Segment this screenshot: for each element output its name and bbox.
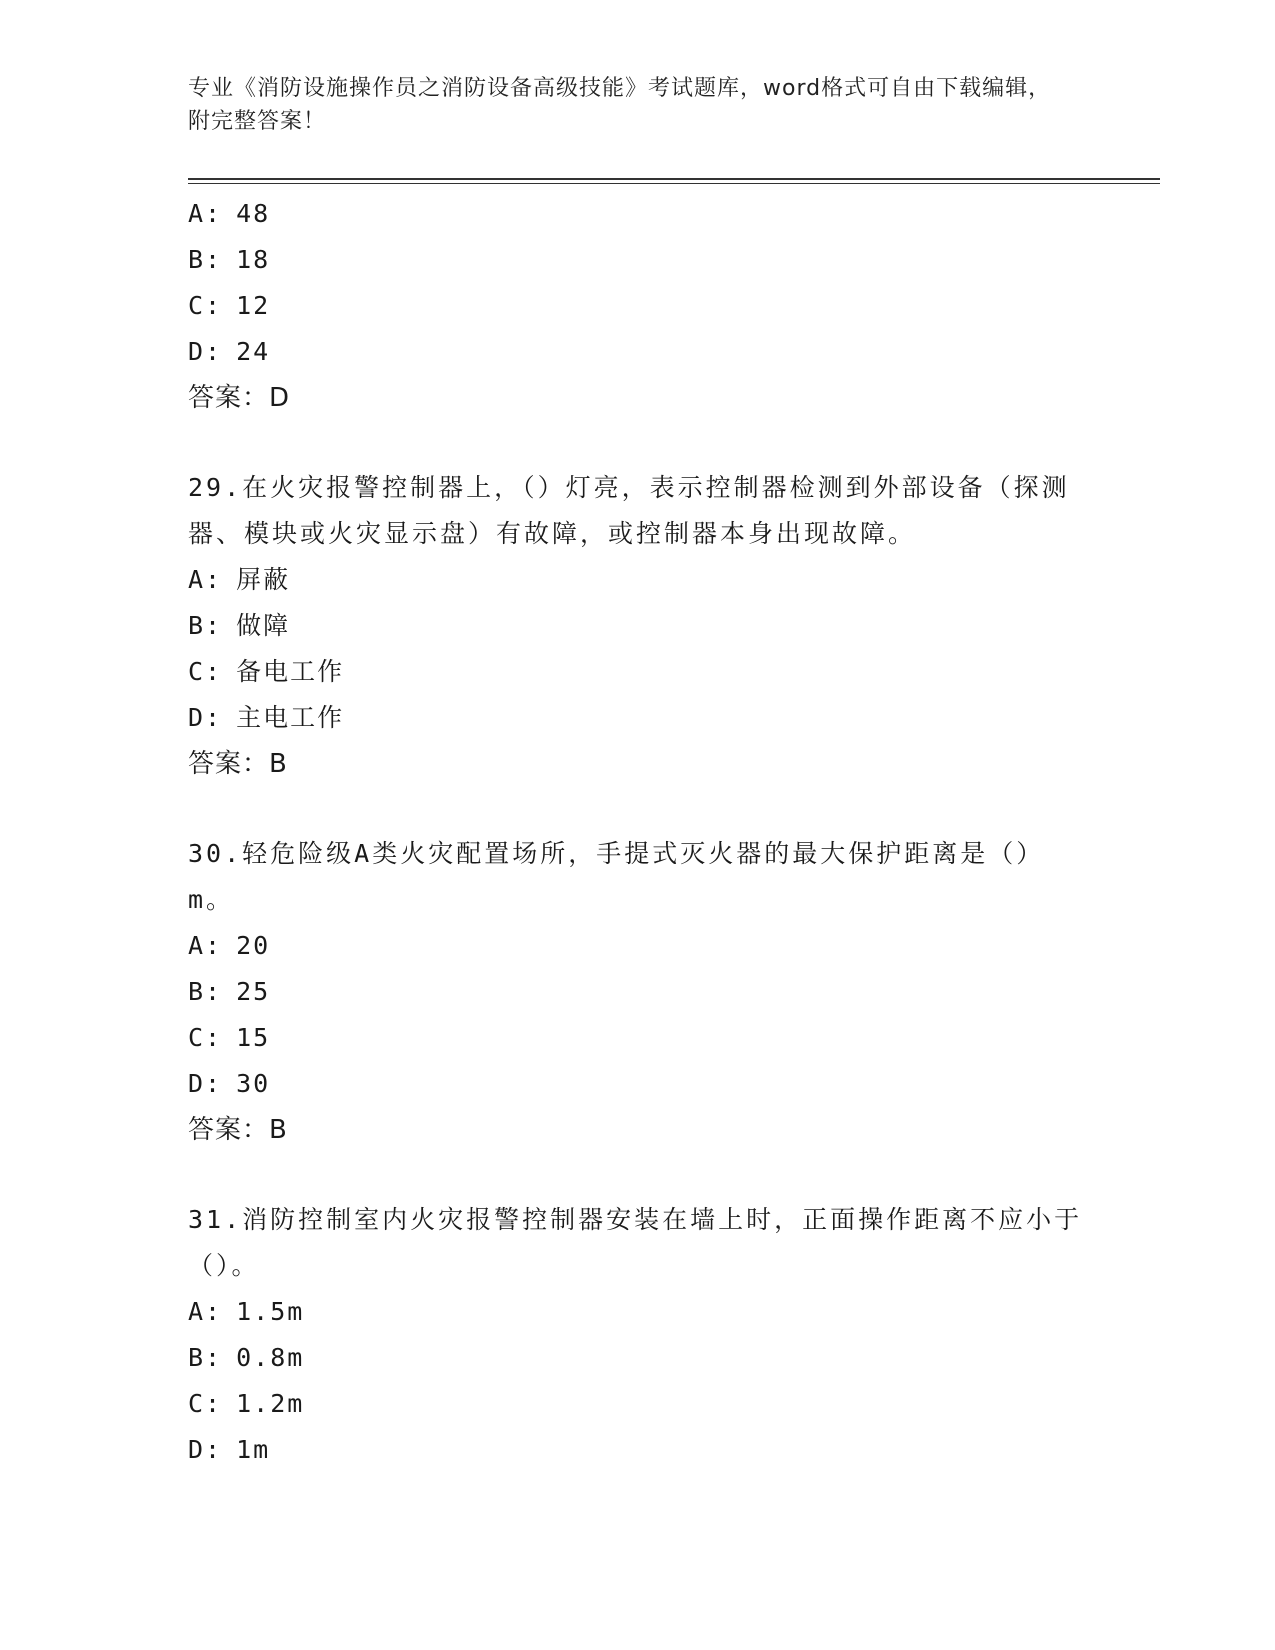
question-list xyxy=(188,191,1088,1473)
option-c: C: 12 xyxy=(188,291,271,320)
question-block xyxy=(188,465,1088,787)
question-text: 30.轻危险级A类火灾配置场所，手提式灭火器的最大保护距离是（）m。 xyxy=(188,839,1045,914)
answer-line: 答案：B xyxy=(188,749,288,779)
document-header: 专业《消防设施操作员之消防设备高级技能》考试题库，word格式可自由下载编辑，附完整答案！ xyxy=(188,76,1052,134)
question-text: 31.消防控制室内火灾报警控制器安装在墙上时，正面操作距离不应小于（）。 xyxy=(188,1205,1083,1280)
option-b: B: 做障 xyxy=(188,611,291,640)
option-c: C: 15 xyxy=(188,1023,271,1052)
question-block xyxy=(188,1197,1088,1473)
header-divider-thin xyxy=(188,183,1160,184)
option-d: D: 30 xyxy=(188,1069,271,1098)
option-d: D: 1m xyxy=(188,1435,271,1464)
answer-line: 答案：D xyxy=(188,383,291,413)
option-a: A: 48 xyxy=(188,199,271,228)
option-a: A: 20 xyxy=(188,931,271,960)
answer-line: 答案：B xyxy=(188,1115,288,1145)
question-text: 29.在火灾报警控制器上，（）灯亮，表示控制器检测到外部设备（探测器、模块或火灾显示盘）有故障，或控制器本身出现故障。 xyxy=(188,473,1070,548)
option-a: A: 1.5m xyxy=(188,1297,305,1326)
option-c: C: 1.2m xyxy=(188,1389,305,1418)
option-d: D: 主电工作 xyxy=(188,703,345,732)
header-divider xyxy=(188,178,1160,180)
option-d: D: 24 xyxy=(188,337,271,366)
option-a: A: 屏蔽 xyxy=(188,565,291,594)
option-b: B: 25 xyxy=(188,977,271,1006)
option-c: C: 备电工作 xyxy=(188,657,345,686)
option-b: B: 0.8m xyxy=(188,1343,305,1372)
question-block xyxy=(188,831,1088,1153)
question-block xyxy=(188,191,1088,421)
option-b: B: 18 xyxy=(188,245,271,274)
